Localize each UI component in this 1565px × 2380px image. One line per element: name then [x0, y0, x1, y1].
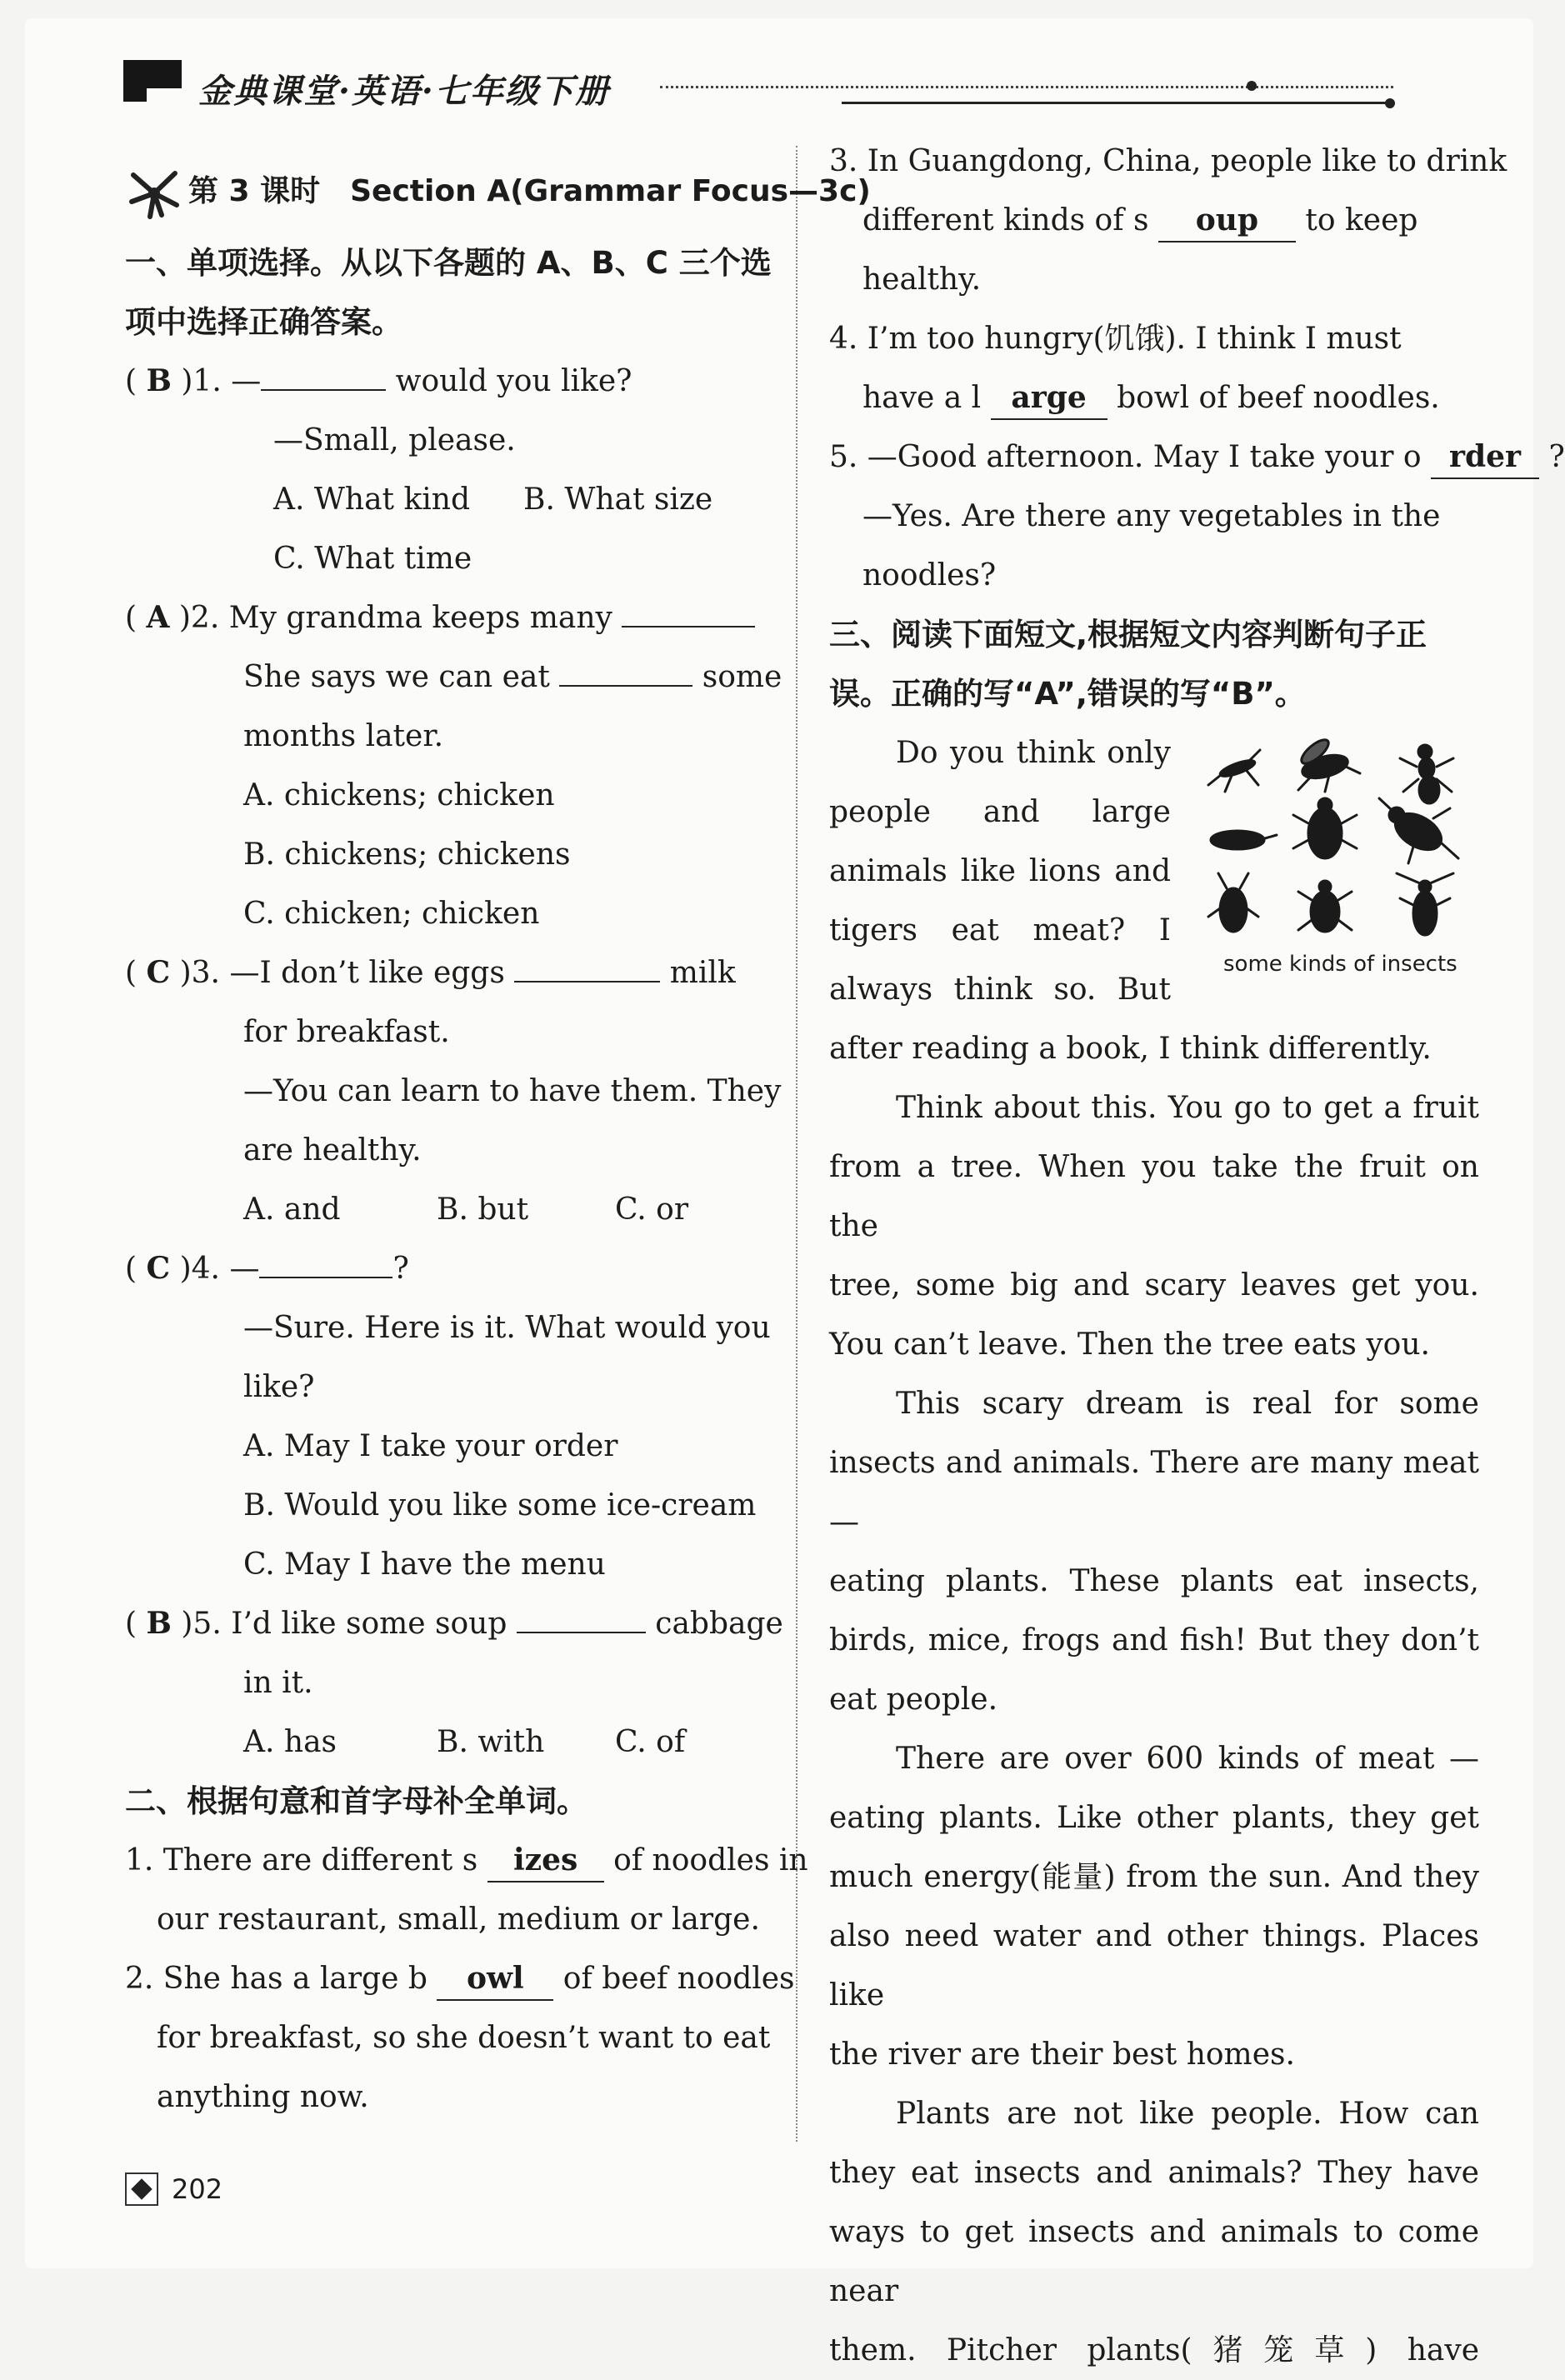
question-line: for breakfast.	[243, 1015, 450, 1049]
dialog-line: —You can learn to have them. They	[243, 1074, 782, 1108]
question-stem: some	[702, 660, 782, 694]
answer-blank	[517, 1632, 646, 1633]
part3-title: 三、阅读下面短文,根据短文内容判断句子正	[829, 617, 1428, 652]
question-stem: )1. —	[181, 364, 262, 398]
fill-item-2	[125, 1949, 795, 2008]
right-column	[829, 132, 1565, 2380]
passage-line: much energy(能量) from the sun. And they	[829, 1860, 1479, 1894]
passage-line: You can’t leave. Then the tree eats you.	[829, 1328, 1430, 1362]
item-line: for breakfast, so she doesn’t want to eat	[157, 2021, 771, 2055]
question-stem: )2. My grandma keeps many	[178, 601, 612, 635]
item-text: 5. —Good afternoon. May I take your o	[829, 440, 1422, 474]
dialog-line: are healthy.	[243, 1133, 422, 1168]
answer-blank	[622, 626, 755, 628]
filled-answer: oup	[1195, 202, 1259, 238]
header-dotted-rule	[660, 86, 1393, 88]
passage-wrap	[829, 723, 1171, 1019]
question-5: ( B )5. I’d like some soup cabbage	[125, 1606, 783, 1641]
option-a: A. May I take your order	[243, 1429, 618, 1463]
question-stem: would you like?	[386, 364, 632, 398]
answer-blank	[1158, 200, 1296, 242]
question-stem: )3. —I don’t like eggs	[179, 956, 505, 990]
question-stem: She says we can eat	[243, 660, 550, 694]
part3-title-2: 误。正确的写“A”,错误的写“B”。	[829, 676, 1306, 712]
answer-blank	[259, 1277, 392, 1278]
weevil-icon	[1298, 881, 1352, 932]
page-number: 202	[172, 2173, 223, 2205]
passage-line: they eat insects and animals? They have	[829, 2156, 1479, 2190]
filled-answer: izes	[513, 1842, 578, 1878]
passage-line: them. Pitcher plants(猪笼草) have	[829, 2333, 1479, 2368]
passage-line: the river are their best homes.	[829, 2038, 1295, 2072]
item-text: 1. There are different s	[125, 1843, 478, 1878]
question-3: ( C )3. —I don’t like eggs milk	[125, 955, 736, 990]
item-text: 2. She has a large b	[125, 1962, 428, 1996]
item-text: have a l	[862, 381, 982, 415]
fill-item-3: 3. In Guangdong, China, people like to drink	[829, 144, 1508, 178]
fill-item-4: 4. I’m too hungry(饥饿). I think I must	[829, 322, 1402, 356]
header-title: 金典课堂·英语·七年级下册	[198, 72, 610, 111]
fly-icon	[1298, 736, 1360, 792]
dialog-line: —Sure. Here is it. What would you	[243, 1311, 771, 1345]
passage-line: eating plants. Like other plants, they get	[829, 1801, 1479, 1835]
passage-line: tree, some big and scary leaves get you.	[829, 1268, 1479, 1302]
item-line: anything now.	[157, 2080, 369, 2114]
fill-item-5	[829, 428, 1565, 487]
option-c: C. or	[615, 1192, 689, 1227]
passage-line: also need water and other things. Places like	[829, 1919, 1479, 2012]
answer-3: C	[146, 955, 171, 990]
header-dot	[1247, 81, 1257, 91]
lesson-heading	[125, 158, 871, 225]
dialog-line: like?	[243, 1370, 315, 1404]
question-line	[125, 648, 782, 707]
column-divider	[796, 146, 798, 2142]
option-c: C. of	[615, 1725, 686, 1759]
answer-1: B	[146, 363, 172, 398]
flower-icon	[125, 168, 183, 218]
option-c: C. May I have the menu	[243, 1548, 606, 1582]
passage-line: ways to get insects and animals to come near	[829, 2215, 1479, 2308]
answer-blank	[488, 1840, 604, 1882]
answer-5: B	[146, 1606, 172, 1641]
item-line: our restaurant, small, medium or large.	[157, 1902, 760, 1937]
item-line: noodles?	[862, 558, 997, 592]
option-a: A. What kind	[273, 482, 471, 517]
longhorn-beetle-icon	[1397, 873, 1453, 935]
passage-line: There are over 600 kinds of meat —	[896, 1742, 1479, 1776]
mosquito-icon	[1208, 750, 1260, 792]
option-b: B. with	[437, 1725, 545, 1759]
left-column	[125, 158, 871, 2127]
question-stem: )5. I’d like some soup	[181, 1607, 508, 1641]
question-4: ( C )4. — ?	[125, 1251, 409, 1286]
option-a: A. chickens; chicken	[243, 778, 555, 812]
answer-blank	[991, 378, 1108, 420]
passage-line: from a tree. When you take the fruit on the	[829, 1150, 1479, 1243]
header-rule	[842, 102, 1392, 104]
page-footer	[125, 2171, 222, 2208]
option-a: A. has	[243, 1725, 338, 1759]
item-line	[829, 368, 1479, 428]
passage-line: eating plants. These plants eat insects,	[829, 1564, 1479, 1598]
item-line: —Yes. Are there any vegetables in the	[862, 499, 1441, 533]
options	[125, 1180, 771, 1239]
question-stem: cabbage	[655, 1607, 783, 1641]
lesson-section: Section A(Grammar Focus—3c)	[350, 174, 871, 208]
option-c: C. What time	[273, 542, 472, 576]
answer-blank	[1431, 437, 1539, 479]
filled-answer: owl	[467, 1961, 524, 1996]
option-c: C. chicken; chicken	[243, 897, 540, 931]
item-line	[829, 191, 1479, 250]
option-a: A. and	[243, 1192, 341, 1227]
filled-answer: rder	[1448, 439, 1521, 474]
part2-title: 二、根据句意和首字母补全单词。	[125, 1783, 588, 1819]
item-text: to keep	[1305, 203, 1418, 238]
option-b: B. chickens; chickens	[243, 838, 571, 872]
passage-line: Think about this. You go to get a fruit	[896, 1091, 1479, 1125]
question-stem: ?	[392, 1252, 409, 1286]
insects-drawing	[1200, 733, 1483, 950]
options	[125, 1712, 771, 1772]
lesson-label: 第 3 课时	[188, 174, 321, 208]
passage-line: Do you think only	[896, 736, 1171, 770]
part1-title-2: 项中选择正确答案。	[125, 304, 402, 340]
passage-line: after reading a book, I think differently.	[829, 1032, 1432, 1066]
answer-blank	[514, 981, 660, 982]
diamond-icon	[125, 2172, 158, 2206]
header-logo-block	[123, 60, 182, 102]
fill-item-1	[125, 1831, 808, 1890]
answer-2: A	[146, 600, 170, 635]
item-text: bowl of beef noodles.	[1117, 381, 1440, 415]
header-dot	[1385, 98, 1395, 108]
item-text: ?	[1548, 440, 1565, 474]
question-line: months later.	[243, 719, 444, 753]
cockroach-icon	[1208, 873, 1258, 932]
answer-blank	[261, 389, 386, 391]
question-2: ( A )2. My grandma keeps many	[125, 588, 771, 648]
option-b: B. Would you like some ice-cream	[243, 1488, 757, 1522]
dialog-line: —Small, please.	[273, 423, 516, 458]
answer-4: C	[146, 1251, 171, 1286]
passage-line: always think so. But	[829, 972, 1171, 1007]
filled-answer: arge	[1011, 380, 1087, 415]
item-text: of noodles in	[613, 1843, 808, 1878]
passage-line: birds, mice, frogs and fish! But they don’t	[829, 1623, 1479, 1658]
passage-line: people and large	[829, 795, 1171, 829]
question-stem: )4. —	[179, 1252, 260, 1286]
item-line: healthy.	[862, 262, 982, 297]
part1-title: 一、单项选择。从以下各题的 A、B、C 三个选	[125, 245, 772, 281]
question-line: in it.	[243, 1666, 313, 1700]
insects-caption: some kinds of insects	[1223, 952, 1458, 977]
passage-line: eat people.	[829, 1682, 998, 1717]
answer-blank	[559, 685, 692, 687]
larva-icon	[1211, 831, 1277, 849]
item-text: different kinds of s	[862, 203, 1149, 238]
option-b: B. What size	[523, 482, 713, 517]
question-1: ( B )1. — would you like?	[125, 363, 632, 398]
options	[125, 470, 771, 529]
ant-icon	[1400, 745, 1453, 803]
passage-line: This scary dream is real for some	[896, 1387, 1479, 1421]
passage-line: tigers eat meat? I	[829, 913, 1171, 948]
question-stem: milk	[669, 956, 736, 990]
passage-line: Plants are not like people. How can	[896, 2097, 1479, 2131]
beetle-icon	[1293, 798, 1357, 858]
passage-line: animals like lions and	[829, 854, 1171, 888]
option-b: B. but	[437, 1192, 529, 1227]
item-text: of beef noodles	[562, 1962, 795, 1996]
answer-blank	[437, 1958, 553, 2001]
passage-line: insects and animals. There are many meat—	[829, 1446, 1479, 1539]
stag-beetle-icon	[1379, 798, 1458, 863]
insects-illustration	[1200, 733, 1483, 983]
